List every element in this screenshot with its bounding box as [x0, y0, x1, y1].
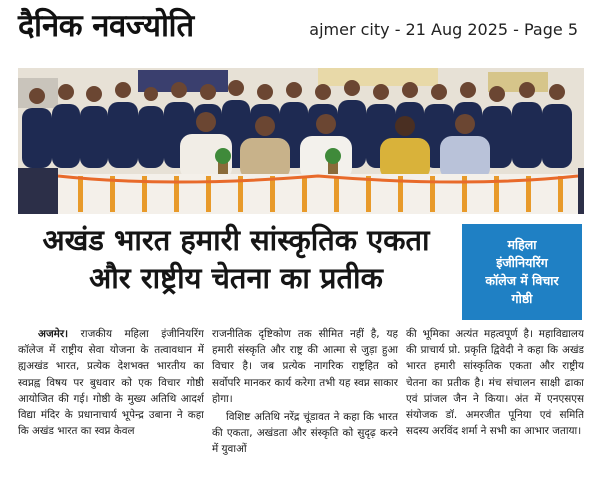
article-paragraph: की भूमिका अत्यंत महत्वपूर्ण है। महाविद्यालय की प्राचार्य प्रो. प्रकृति द्विवेदी ने कहा कि अखंड भारत हमारी सांस्कृतिक एकता और राष्ट्रीय चेतना का प्रतीक है। मंच संचालन साक्षी ढाका एवं प्रांजल जैन ने किया। अंत में एनएसएस संयोजक डॉ. अमरजीत पूनिया एवं समिति सदस्य अरविंद शर्मा ने सभी का आभार जताया।: [406, 328, 584, 438]
subhead-line-4: गोष्ठी: [511, 291, 533, 306]
article-text: राजकीय महिला इंजीनियरिंग कॉलेज में राष्ट्रीय सेवा योजना के तत्वावधान में ह्यअखंड भारत, प्रत्येक देशभक्त भारतीय का स्वप्नह्व विषय पर बुधवार को एक विचार गोष्ठी आयोजित की गई। गोष्ठी के मुख्य अतिथि आदर्श विद्या मंदिर के प्रधानाचार्य भूपेन्द्र उबाना ने कहा कि अखंड भारत का स्वप्न केवल: [18, 328, 204, 438]
headline-line-1: अखंड भारत हमारी सांस्कृतिक एकता: [42, 223, 430, 257]
subhead-line-2: इंजीनियरिंग: [496, 255, 548, 270]
article-column-2: [212, 326, 398, 498]
article-column-3: [406, 326, 584, 498]
masthead: [0, 0, 598, 62]
article-paragraph: राजनीतिक दृष्टिकोण तक सीमित नहीं है, यह हमारी संस्कृति और राष्ट्र की आत्मा से जुड़ा हुआ विचार है। जब प्रत्येक नागरिक राष्ट्रहित को सर्वोपरि मानकर कार्य करेगा तभी यह स्वप्न साकार होगा।: [212, 328, 398, 405]
subhead-line-1: महिला: [507, 237, 537, 252]
newspaper-brand: दैनिक नवज्योति: [18, 8, 194, 44]
group-photo-icon: [18, 68, 584, 214]
group-photo: [18, 68, 584, 214]
article-headline: [18, 222, 454, 298]
article-paragraph: [18, 326, 204, 439]
article-column-1: [18, 326, 204, 498]
headline-line-2: और राष्ट्रीय चेतना का प्रतीक: [89, 261, 383, 295]
dateline: अजमेर।: [38, 328, 69, 340]
subhead-line-3: कॉलेज में विचार: [485, 273, 559, 288]
article-paragraph: विशिष्ट अतिथि नरेंद्र चूंडावत ने कहा कि भारत की एकता, अखंडता और संस्कृति को सुदृढ़ करने में युवाओं: [212, 411, 398, 456]
subhead-box: [462, 224, 582, 320]
edition-info: ajmer city - 21 Aug 2025 - Page 5: [309, 20, 578, 39]
